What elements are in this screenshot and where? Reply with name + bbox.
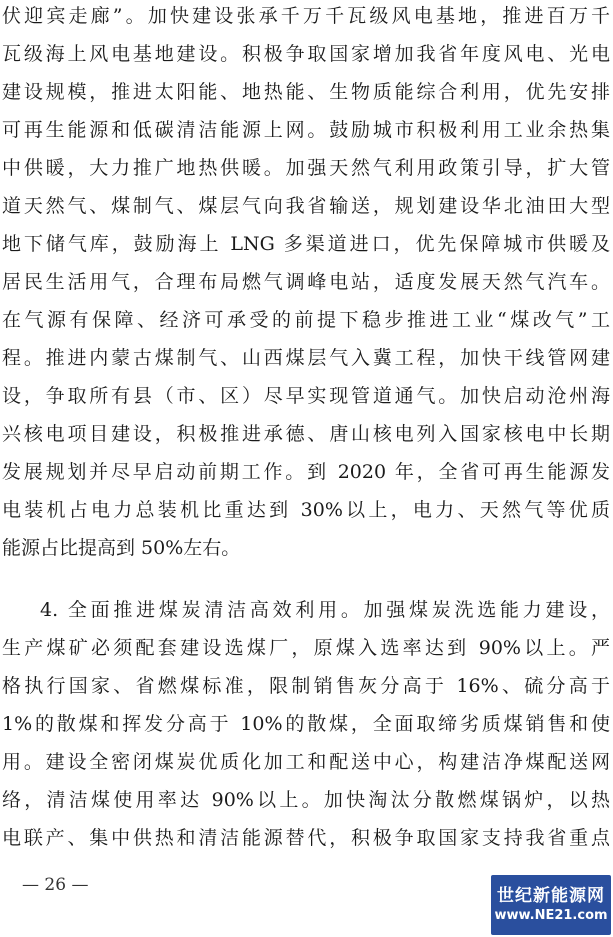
text-line: 道天然气、煤制气、煤层气向我省输送，规划建设华北油田大型 [2,195,610,217]
text-line: 伏迎宾走廊”。加快建设张承千万千瓦级风电基地，推进百万千 [2,5,610,27]
text-line: 兴核电项目建设，积极推进承德、唐山核电列入国家核电中长期 [2,423,610,445]
text-line: 可再生能源和低碳清洁能源上网。鼓励城市积极利用工业余热集 [2,119,610,141]
text-line: 程。推进内蒙古煤制气、山西煤层气入冀工程，加快干线管网建 [2,347,610,369]
text-line: 发展规划并尽早启动前期工作。到 2020 年，全省可再生能源发 [2,461,610,483]
text-line: 在气源有保障、经济可承受的前提下稳步推进工业“煤改气”工 [2,309,610,331]
text-line: 1%的散煤和挥发分高于 10%的散煤，全面取缔劣质煤销售和使 [2,713,610,735]
text-line: 用。建设全密闭煤炭优质化加工和配送中心，构建洁净煤配送网 [2,751,610,773]
text-line: 电联产、集中供热和清洁能源替代，积极争取国家支持我省重点 [2,827,610,849]
text-line: 居民生活用气，合理布局燃气调峰电站，适度发展天然气汽车。 [2,271,610,293]
text-line: 格执行国家、省燃煤标准，限制销售灰分高于 16%、硫分高于 [2,675,610,697]
text-line: 络，清洁煤使用率达 90%以上。加快淘汰分散燃煤锅炉，以热 [2,789,610,811]
watermark-title: 世纪新能源网 [497,886,605,906]
text-line: 生产煤矿必须配套建设选煤厂，原煤入选率达到 90%以上。严 [2,637,610,659]
section-heading-line: 4. 全面推进煤炭清洁高效利用。加强煤炭洗选能力建设， [40,599,610,621]
text-line: 建设规模，推进太阳能、地热能、生物质能综合利用，优先安排 [2,81,610,103]
text-line: 中供暖，大力推广地热供暖。加强天然气利用政策引导，扩大管 [2,157,610,179]
watermark-url: www.NE21.com [494,908,608,923]
page-number: — 26 — [22,875,89,895]
text-line: 电装机占电力总装机比重达到 30%以上，电力、天然气等优质 [2,499,610,521]
text-line: 设，争取所有县（市、区）尽早实现管道通气。加快启动沧州海 [2,385,610,407]
watermark-logo [491,875,611,935]
text-line: 能源占比提高到 50%左右。 [2,537,241,559]
text-line: 地下储气库，鼓励海上 LNG 多渠道进口，优先保障城市供暖及 [2,233,610,255]
text-line: 瓦级海上风电基地建设。积极争取国家增加我省年度风电、光电 [2,43,610,65]
